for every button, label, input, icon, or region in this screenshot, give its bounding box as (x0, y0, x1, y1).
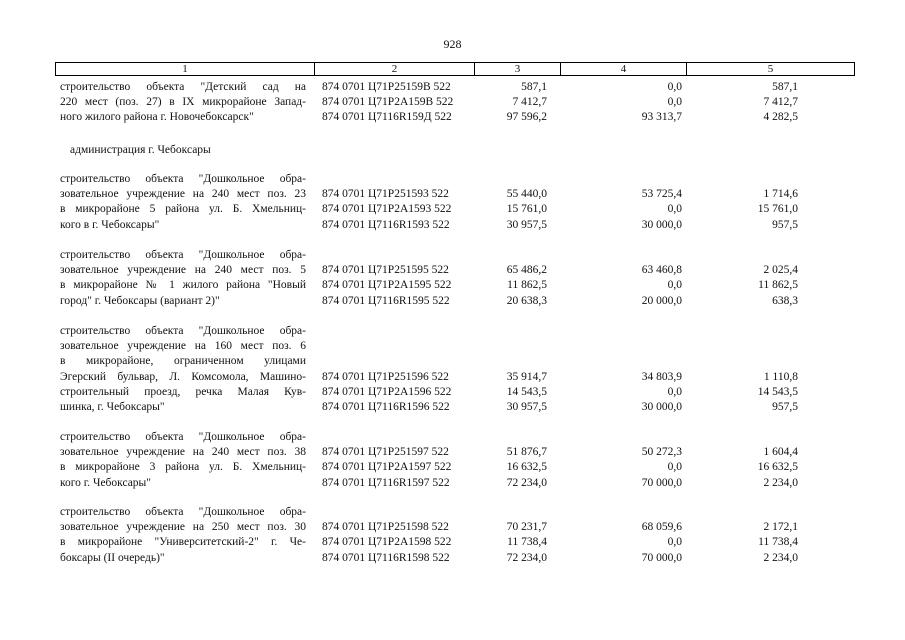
amount-col-3: 14 543,5 (506, 385, 547, 398)
row-description-line: строительный проезд, речка Малая Кув- (60, 385, 306, 398)
row-description-line: строительство объекта "Дошкольное обра- (60, 506, 306, 518)
row-description-line: город" г. Чебоксары (вариант 2)" (60, 294, 220, 307)
amount-col-4: 68 059,6 (641, 521, 682, 534)
amount-col-4: 0,0 (667, 203, 682, 216)
amount-col-4: 53 725,4 (641, 188, 682, 201)
row-description-line: администрация г. Чебоксары (70, 144, 211, 156)
amount-col-3: 7 412,7 (512, 96, 547, 109)
amount-col-3: 35 914,7 (506, 370, 547, 383)
budget-code-cell: 874 0701 Ц71Р251597 522 (322, 446, 449, 459)
amount-col-3: 15 761,0 (506, 203, 547, 216)
budget-code-cell: 874 0701 Ц71Р2А1597 522 (322, 461, 452, 474)
amount-col-5: 15 761,0 (757, 203, 798, 216)
amount-col-3: 97 596,2 (506, 111, 547, 124)
amount-col-4: 0,0 (667, 461, 682, 474)
amount-col-3: 55 440,0 (506, 188, 547, 201)
amount-col-4: 70 000,0 (641, 476, 682, 489)
amount-col-4: 30 000,0 (641, 401, 682, 413)
amount-col-4: 93 313,7 (641, 111, 682, 124)
row-description-line: строительство объекта "Дошкольное обра- (60, 173, 306, 185)
amount-col-5: 11 862,5 (758, 279, 798, 292)
row-description-line: боксары (II очередь)" (60, 551, 165, 564)
amount-col-5: 2 234,0 (763, 551, 798, 564)
row-description-line: строительство объекта "Детский сад на (60, 81, 306, 93)
amount-col-3: 587,1 (521, 81, 547, 93)
row-description-line: в микрорайоне "Университетский-2" г. Че- (60, 536, 306, 549)
budget-code-cell: 874 0701 Ц71Р251595 522 (322, 264, 449, 277)
amount-col-3: 11 738,4 (507, 536, 547, 549)
budget-code-cell: 874 0701 Ц71Р2А1598 522 (322, 536, 452, 549)
amount-col-5: 587,1 (772, 81, 798, 93)
header-col-5: 5 (686, 63, 854, 75)
row-description-line: зовательное учреждение на 250 мест поз. 30 (60, 521, 306, 534)
amount-col-3: 16 632,5 (506, 461, 547, 474)
row-description-line: кого в г. Чебоксары" (60, 218, 160, 231)
header-col-3: 3 (474, 63, 560, 75)
row-description-line: шинка, г. Чебоксары" (60, 401, 165, 413)
amount-col-5: 1 604,4 (763, 446, 798, 459)
amount-col-5: 7 412,7 (763, 96, 798, 109)
amount-col-4: 0,0 (667, 279, 682, 292)
amount-col-5: 1 714,6 (763, 188, 798, 201)
amount-col-5: 2 025,4 (763, 264, 798, 277)
amount-col-3: 72 234,0 (506, 476, 547, 489)
amount-col-3: 11 862,5 (507, 279, 547, 292)
row-description-line: зовательное учреждение на 240 мест поз. 5 (60, 264, 306, 277)
table-header (55, 62, 855, 76)
header-col-2: 2 (314, 63, 474, 75)
row-description-line: 220 мест (поз. 27) в IX микрорайоне Запад- (60, 96, 306, 109)
page-number: 928 (443, 37, 462, 51)
budget-code-cell: 874 0701 Ц7116R1595 522 (322, 294, 450, 307)
row-description-line: строительство объекта "Дошкольное обра- (60, 431, 306, 443)
budget-code-cell: 874 0701 Ц71Р2А1595 522 (322, 279, 452, 292)
row-description-line: в микрорайоне 5 района ул. Б. Хмельниц- (60, 203, 306, 216)
header-col-4: 4 (560, 63, 686, 75)
amount-col-3: 30 957,5 (506, 401, 547, 413)
amount-col-5: 957,5 (772, 401, 798, 413)
amount-col-5: 957,5 (772, 218, 798, 231)
header-col-1: 1 (182, 63, 188, 75)
row-description-line: зовательное учреждение на 240 мест поз. 38 (60, 446, 306, 459)
budget-code-cell: 874 0701 Ц7116R1593 522 (322, 218, 450, 231)
row-description-line: в микрорайоне 3 района ул. Б. Хмельниц- (60, 461, 306, 474)
amount-col-4: 30 000,0 (641, 218, 682, 231)
budget-code-cell: 874 0701 Ц7116R1596 522 (322, 401, 450, 413)
budget-code-cell: 874 0701 Ц71Р2А1596 522 (322, 385, 452, 398)
amount-col-4: 70 000,0 (641, 551, 682, 564)
amount-col-5: 16 632,5 (757, 461, 798, 474)
amount-col-4: 63 460,8 (641, 264, 682, 277)
amount-col-5: 14 543,5 (757, 385, 798, 398)
row-description-line: кого г. Чебоксары" (60, 476, 151, 489)
amount-col-3: 51 876,7 (506, 446, 547, 459)
amount-col-5: 2 172,1 (763, 521, 798, 534)
amount-col-4: 0,0 (667, 81, 682, 93)
amount-col-4: 0,0 (667, 536, 682, 549)
amount-col-4: 34 803,9 (641, 370, 682, 383)
row-description-line: в микрорайоне, ограниченном улицами (60, 355, 306, 368)
budget-code-cell: 874 0701 Ц71Р2А1593 522 (322, 203, 452, 216)
amount-col-3: 70 231,7 (506, 521, 547, 534)
amount-col-4: 20 000,0 (641, 294, 682, 307)
amount-col-4: 50 272,3 (641, 446, 682, 459)
amount-col-5: 4 282,5 (763, 111, 798, 124)
budget-code-cell: 874 0701 Ц71Р251598 522 (322, 521, 449, 534)
row-description-line: ного жилого района г. Новочебоксарск" (60, 111, 254, 124)
amount-col-5: 11 738,4 (758, 536, 798, 549)
amount-col-3: 30 957,5 (506, 218, 547, 231)
budget-code-cell: 874 0701 Ц7116R1598 522 (322, 551, 450, 564)
budget-code-cell: 874 0701 Ц71Р251593 522 (322, 188, 449, 201)
budget-code-cell: 874 0701 Ц7116R1597 522 (322, 476, 450, 489)
row-description-line: в микрорайоне № 1 жилого района "Новый (60, 279, 306, 292)
amount-col-4: 0,0 (667, 385, 682, 398)
row-description-line: Эгерский бульвар, Л. Комсомола, Машино- (60, 370, 306, 383)
row-description-line: зовательное учреждение на 240 мест поз. 23 (60, 188, 306, 201)
amount-col-3: 65 486,2 (506, 264, 547, 277)
row-description-line: зовательное учреждение на 160 мест поз. 6 (60, 340, 306, 353)
row-description-line: строительство объекта "Дошкольное обра- (60, 325, 306, 337)
amount-col-3: 20 638,3 (506, 294, 547, 307)
budget-code-cell: 874 0701 Ц71Р25159В 522 (322, 81, 451, 93)
row-description-line: строительство объекта "Дошкольное обра- (60, 249, 306, 261)
budget-code-cell: 874 0701 Ц71Р2А159В 522 (322, 96, 454, 109)
amount-col-3: 72 234,0 (506, 551, 547, 564)
amount-col-5: 1 110,8 (763, 370, 798, 383)
amount-col-5: 2 234,0 (763, 476, 798, 489)
budget-code-cell: 874 0701 Ц7116R159Д 522 (322, 111, 452, 124)
amount-col-4: 0,0 (667, 96, 682, 109)
amount-col-5: 638,3 (772, 294, 798, 307)
budget-code-cell: 874 0701 Ц71Р251596 522 (322, 370, 449, 383)
